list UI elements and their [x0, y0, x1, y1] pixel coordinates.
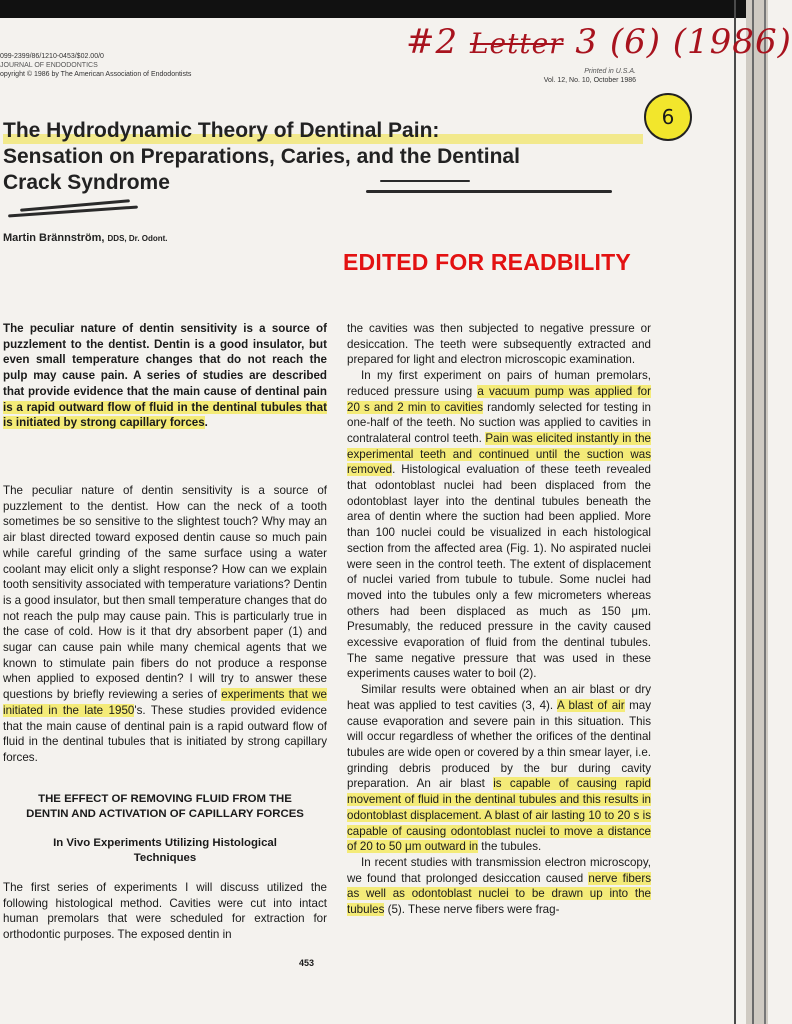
p2-text: . Histological evaluation of these teeth revealed that odontoblast nuclei had been displaced from the odontoblast layer into the dentinal tubules beneath the area of dentin where the suction had been applied. More than 100 nuclei could be visualized in each histological section from the affected area (Fig. 1). No aspirated nuclei were seen in the control teeth. The extent of displacement of nuclei varied from tubule to tubule. Some nuclei had moved into the tubules only a few micrometers whereas others had been displaced as much as 150 μm. Presumably, the reduced pressure in the cavity caused excessive evaporation of fluid from the dentinal tubules. The same negative pressure that was used in these experiments causes water to boil (2). — [347, 463, 651, 681]
right-paragraph-1: the cavities was then subjected to negative pressure or desiccation. The teeth were subsequently extracted and prepared for light and electron microscopic examination. — [347, 322, 651, 367]
p3-highlight: is capable of causing rapid movement of fluid in the dentinal tubules and this results in odontoblast displacement. A blast of air lasting 10 to 20 s is capable of causing odontoblast nuclei to move a distance of 20 to 50 μm outward in — [347, 777, 651, 854]
introduction — [3, 483, 327, 766]
spine-edge — [764, 0, 766, 1024]
intro-highlight: experiments that we initiated in the late 1950 — [3, 688, 328, 717]
volume-line: Vol. 12, No. 10, October 1986 — [543, 77, 636, 84]
handwritten-struck: Letter — [469, 27, 564, 60]
p3-text: Similar results were obtained when an air blast or dry heat was applied to test cavities (3, 4). — [347, 683, 651, 712]
article-title — [3, 118, 643, 196]
printed-in: Printed in U.S.A. — [584, 68, 636, 75]
edited-stamp: EDITED FOR READBILITY — [343, 249, 631, 275]
p4-text: (5). These nerve fibers were frag- — [384, 903, 560, 917]
issue-header — [484, 67, 636, 85]
p4-text: In recent studies with transmission electron microscopy, we found that prolonged desiccation caused — [347, 855, 651, 885]
scan-top-border — [0, 0, 768, 18]
intro-text-end: 's. These studies provided evidence that the main cause of dentinal pain is a rapid outward flow of fluid in the dentinal tubules that is initiated by strong capillary forces. — [3, 703, 327, 764]
handwritten-prefix: #2 — [406, 22, 459, 62]
section — [3, 792, 327, 943]
p3-highlight: A blast of air — [556, 698, 625, 712]
handwritten-suffix: 3 (6) (1986) — [575, 22, 792, 62]
intro-text: The peculiar nature of dentin sensitivity is a source of puzzlement to the dentist. How can the neck of a tooth sometimes be so sensitive to the slightest touch? Why may an air blast directed toward exposed dentin cause so much pain while careful grinding of the same surface using a water coolant may elicit only a slight response? How can we explain tooth sensitivity associated with temperature variations? Dentin is a good insulator, but then small temperature changes that do not reach the pulp may cause pain. This is particularly true in the case of cold. How is it that dry absorbent paper (1) and sugar can cause pain while many chemical agents that we known to stimulate pain fibers do not produce a response when applied to exposed dentin? I will try to answer these questions by briefly reviewing a series of — [3, 484, 327, 702]
p3-text: may cause evaporation and severe pain in this situation. This will occur regardless of whether the orifices of the dentinal tubules are wide open or covered by a thin smear layer, i.e. grinding debris produced by the bur during cavity preparation. An air blast — [347, 698, 651, 791]
article-code: 099-2399/86/1210-0453/$02.00/0 — [0, 53, 104, 60]
p2-text: randomly selected for testing in one-half of the teeth. No suction was applied to cavities in contralateral control teeth. — [347, 400, 651, 445]
subsection-heading: In Vivo Experiments Utilizing Histological Techniques — [53, 837, 277, 864]
methods-paragraph: The first series of experiments I will discuss utilized the following histological method. Cavities were cut into intact human premolars that were scheduled for extraction for orthodontic purposes. The exposed dentin in — [3, 881, 327, 942]
pen-scribble — [380, 180, 470, 182]
abstract-highlight: is a rapid outward flow of fluid in the dentinal tubules that is initiated by strong capillary forces — [3, 400, 327, 430]
journal-header — [0, 52, 191, 79]
author-name: Martin Brännström, — [3, 232, 105, 244]
title-line-1: The Hydrodynamic Theory of Dentinal Pain: — [3, 118, 643, 144]
circled-number-marker: 6 — [644, 93, 692, 141]
abstract-text: The peculiar nature of dentin sensitivity is a source of puzzlement to the dentist. Dentin is a good insulator, but even small temperature changes that do not reach the pulp may cause pain. A series of studies are described that provide evidence that the main cause of dentinal pain — [3, 322, 327, 398]
journal-name: JOURNAL OF ENDODONTICS — [0, 62, 98, 69]
spine-edge — [752, 0, 754, 1024]
abstract-end: . — [204, 416, 208, 430]
section-heading: THE EFFECT OF REMOVING FLUID FROM THE DENTIN AND ACTIVATION OF CAPILLARY FORCES — [26, 793, 304, 820]
title-line-3: Crack Syndrome — [3, 171, 170, 194]
abstract — [3, 321, 327, 431]
p2-highlight: Pain was elicited instantly in the experimental teeth and continued until the suction was removed — [347, 431, 651, 477]
page-number: 453 — [299, 958, 315, 968]
p4-highlight: nerve fibers as well as odontoblast nuclei to be drawn up into the tubules — [347, 871, 651, 917]
pen-scribble — [366, 190, 612, 193]
copyright-line: opyright © 1986 by The American Association of Endodontists — [0, 71, 192, 78]
spine-edge — [734, 0, 736, 1024]
p3-text: the tubules. — [478, 840, 542, 854]
title-line-2: Sensation on Preparations, Caries, and the Dentinal — [3, 145, 520, 168]
p2-highlight: a vacuum pump was applied for 20 s and 2 min to cavities — [347, 384, 651, 414]
author-degrees: DDS, Dr. Odont. — [107, 234, 168, 243]
handwritten-reference — [406, 22, 792, 62]
p2-text: In my first experiment on pairs of human premolars, reduced pressure using — [347, 369, 651, 398]
right-column — [347, 321, 651, 918]
author-line — [3, 232, 168, 244]
